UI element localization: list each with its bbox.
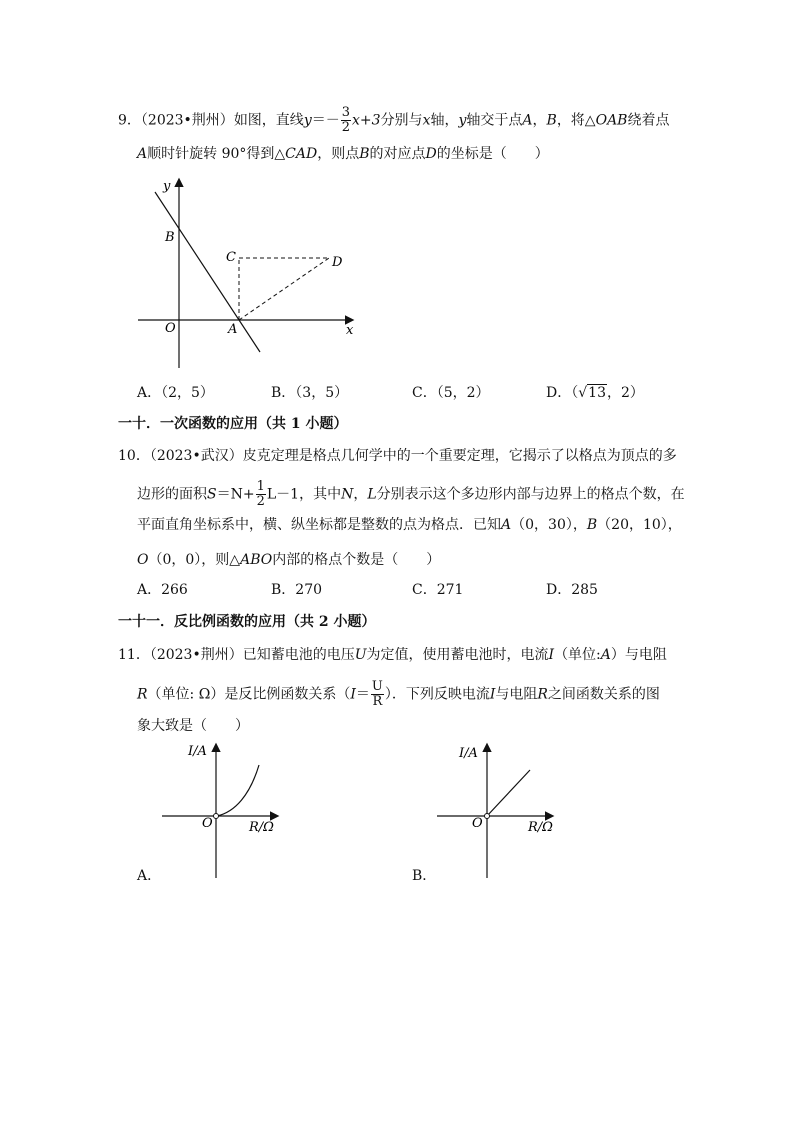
- q9-point-b: B: [359, 146, 370, 162]
- q10-var-n: N: [341, 486, 354, 503]
- q10-var-l: L: [367, 486, 377, 503]
- q9-option-d: [546, 383, 644, 403]
- q11b-origin-dot: [485, 814, 490, 819]
- q11-var-i: I: [489, 686, 496, 703]
- q11-var-r: R: [537, 686, 548, 703]
- q11-text: 与电阻: [495, 686, 538, 703]
- q11-text: 已知蓄电池的电压: [242, 647, 355, 663]
- section-heading-10: 一十．一次函数的应用（共 1 小题）: [118, 416, 348, 432]
- q9-eq-minus: ＝－: [311, 112, 340, 129]
- q10-text: ，其中: [299, 486, 342, 503]
- q11-text: （单位:: [554, 647, 601, 663]
- q11-number: 11．: [118, 647, 150, 663]
- q9-var-x: x: [422, 112, 431, 129]
- q9-point-d: D: [425, 146, 437, 162]
- q9-triangle-cad: CAD: [285, 146, 318, 162]
- sqrt-icon: √: [578, 385, 588, 401]
- q9-label-y: y: [163, 179, 171, 194]
- q10-text: 内部的格点个数是（ ）: [272, 552, 441, 568]
- q9-label-a: A: [228, 322, 238, 337]
- q11b-xlabel: R/Ω: [528, 820, 553, 835]
- q9-option-d-radicand: 13: [588, 385, 606, 401]
- q9-text: 轴，: [430, 112, 459, 129]
- q11a-curve: [217, 765, 259, 816]
- q11-text: ）与电阻: [610, 647, 667, 663]
- q9-label-b: B: [165, 230, 175, 245]
- q10-eq: ＝N+: [216, 486, 255, 503]
- q11b-origin-label: O: [472, 816, 483, 831]
- q9-option-a: A．（2，5）: [137, 385, 214, 401]
- q9-figure: [130, 170, 370, 375]
- q9-text: 的坐标是（ ）: [436, 146, 549, 162]
- q10-text: 皮克定理是格点几何学中的一个重要定理，它揭示了以格点为顶点的多: [242, 448, 677, 464]
- q11b-ylabel: I/A: [459, 746, 478, 761]
- q11-eq: ＝: [355, 686, 370, 703]
- q11-text: （单位: Ω）是反比例函数关系（: [147, 686, 351, 703]
- q11-line3: [137, 716, 249, 736]
- q9-var-y: y: [303, 112, 312, 129]
- q9-option-c: C．（5，2）: [412, 385, 490, 401]
- q9-text: ，则点: [317, 146, 360, 162]
- q10-option-d: D．285: [546, 582, 598, 598]
- q11-text: 为定值，使用蓄电池时，电流: [366, 647, 549, 663]
- q10-fraction: [256, 480, 266, 509]
- q9-frac-den: 2: [341, 120, 351, 135]
- q9-line2: [137, 144, 549, 164]
- q10-option-b: B．270: [271, 582, 323, 598]
- q9-text: 轴交于点: [466, 112, 523, 129]
- q9-option-d-suffix: ，2）: [606, 385, 644, 401]
- q9-option-d-prefix: D．（: [546, 385, 579, 401]
- q9-label-c: C: [226, 250, 236, 265]
- q9-fraction: [341, 106, 351, 135]
- section-heading-11: 一十一．反比例函数的应用（共 2 小题）: [118, 614, 376, 630]
- q9-dashed-ad: [239, 258, 329, 320]
- q10-text: 边形的面积: [137, 486, 207, 503]
- q10-triangle: ABO: [240, 552, 273, 568]
- q11-fraction: [371, 680, 384, 709]
- q10-number: 10．: [118, 448, 150, 464]
- q11-graph-a: [155, 740, 295, 885]
- q9-triangle-oab: OAB: [595, 112, 628, 129]
- q11b-line: [487, 770, 530, 816]
- q10-eq: L－1: [266, 486, 300, 503]
- q9-text: 绕着点: [627, 112, 670, 129]
- q10-source: （2023•武汉）: [149, 448, 243, 464]
- q9-point-a: A: [137, 146, 148, 162]
- q11-option-a: A．: [137, 868, 162, 884]
- q9-frac-num: 3: [341, 105, 351, 120]
- q9-text: 的对应点: [369, 146, 426, 162]
- q11a-ylabel: I/A: [188, 744, 207, 759]
- q11-text: ）．下列反映电流: [384, 686, 490, 703]
- q9-text: ，: [532, 112, 547, 129]
- q9-number: 9．: [118, 112, 141, 129]
- q11-unit-a: A: [600, 647, 611, 663]
- q10-line1: [118, 446, 677, 466]
- q11-line2: [137, 680, 660, 709]
- q9-eq-tail: x+3: [352, 112, 381, 129]
- q9-text: ，将△: [556, 112, 596, 129]
- q9-option-b: B．（3，5）: [271, 385, 349, 401]
- q11-var-u: U: [354, 647, 367, 663]
- q10-option-a: A．266: [137, 582, 188, 598]
- q10-text: （0，30），: [511, 517, 587, 533]
- q10-frac-den: 2: [256, 494, 265, 509]
- q9-label-d: D: [332, 255, 343, 270]
- q9-point-a: A: [522, 112, 533, 129]
- q11-source: （2023•荆州）: [149, 647, 243, 663]
- q10-line3: [137, 515, 682, 535]
- q10-point-b: B: [586, 517, 598, 533]
- q11a-xlabel: R/Ω: [249, 820, 274, 835]
- q9-text: 顺时针旋转 90°得到△: [147, 146, 286, 162]
- q9-label-x: x: [346, 323, 354, 338]
- q10-line2: [137, 480, 685, 509]
- q9-label-o: O: [165, 321, 176, 336]
- q11a-origin-dot: [214, 814, 219, 819]
- q11-var-i: I: [350, 686, 356, 703]
- q9-text: 如图，直线: [233, 112, 304, 129]
- q10-option-c: C．271: [412, 582, 464, 598]
- q11-option-b: B．: [412, 868, 437, 884]
- q9-point-b: B: [546, 112, 557, 129]
- q10-text: 平面直角坐标系中，横、纵坐标都是整数的点为格点．已知: [137, 517, 501, 533]
- q10-text: （20，10），: [597, 517, 682, 533]
- q9-var-y2: y: [458, 112, 467, 129]
- q9-line1: [118, 106, 669, 135]
- q10-text: 分别表示这个多边形内部与边界上的格点个数，在: [376, 486, 685, 503]
- q11-text: 之间函数关系的图: [547, 686, 660, 703]
- q11-frac-den: R: [372, 694, 383, 709]
- q11-var-i: I: [548, 647, 555, 663]
- q10-point-a: A: [501, 517, 512, 533]
- q11-frac-num: U: [371, 679, 383, 694]
- q11-graph-b: [430, 740, 570, 885]
- q11-line1: [118, 645, 667, 665]
- q10-line4: [137, 550, 440, 570]
- q9-source: （2023•荆州）: [140, 112, 234, 129]
- q10-text: ，: [353, 486, 368, 503]
- q10-point-o: O: [137, 552, 149, 568]
- q9-text: 分别与: [380, 112, 423, 129]
- q11-text: 象大致是（ ）: [137, 718, 249, 734]
- q10-frac-num: 1: [256, 479, 265, 494]
- q11a-origin-label: O: [202, 816, 213, 831]
- q10-text: （0，0），则△: [148, 552, 241, 568]
- q11-var-r: R: [137, 686, 148, 703]
- q10-var-s: S: [207, 486, 217, 503]
